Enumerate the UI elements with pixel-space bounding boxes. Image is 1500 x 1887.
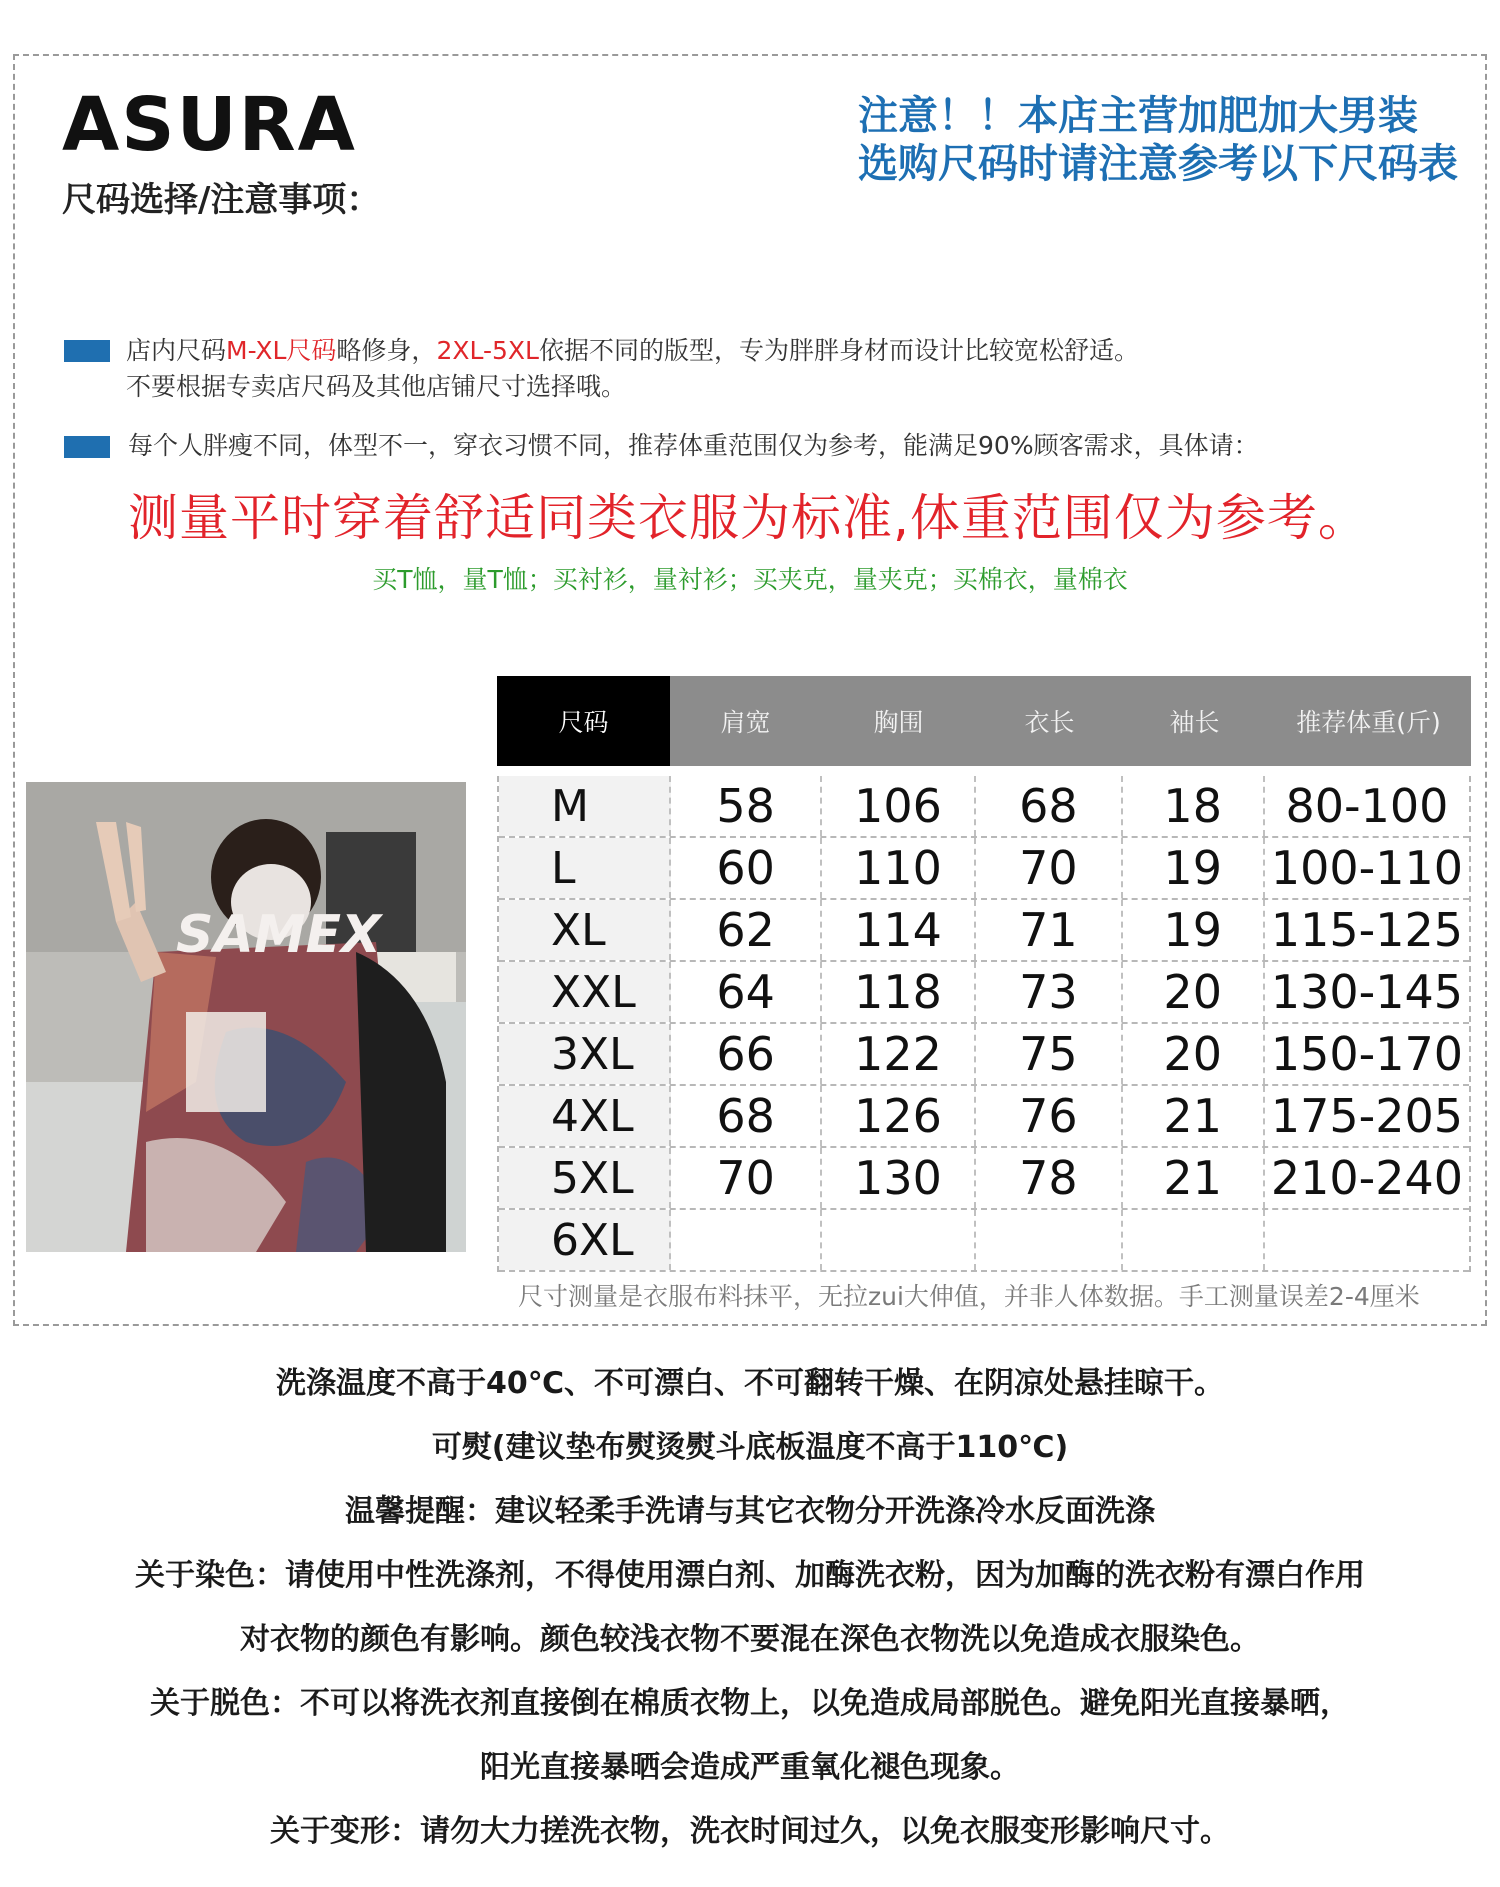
- size-note-text: 店内尺码: [126, 336, 227, 365]
- header-chest: 胸围: [873, 708, 924, 737]
- chest-cell: 118: [822, 962, 976, 1022]
- notice-line-2: 选购尺码时请注意参考以下尺码表: [858, 141, 1458, 187]
- table-row: [499, 1024, 1469, 1086]
- weight-cell: 80-100: [1285, 779, 1449, 833]
- shop-notice: [858, 92, 1468, 188]
- sleeve-cell: [1123, 1210, 1265, 1270]
- chest-cell: 130: [822, 1148, 976, 1208]
- shirt-print-text: SAMEX: [176, 905, 382, 965]
- chest-cell: 126: [822, 1086, 976, 1146]
- shoulder-cell: 58: [671, 776, 821, 836]
- measurement-guide: 买T恤，量T恤；买衬衫，量衬衫；买夹克，量夹克；买棉衣，量棉衣: [372, 565, 1128, 594]
- header-shoulder: 肩宽: [720, 708, 771, 737]
- size-table-header: [497, 676, 1471, 766]
- shoulder-cell: 60: [671, 838, 821, 898]
- shoulder-cell: 64: [671, 962, 821, 1022]
- care-instructions: [0, 1352, 1500, 1864]
- sleeve-cell: 21: [1123, 1086, 1265, 1146]
- size-note-highlight: M-XL尺码: [226, 336, 337, 365]
- care-line: 可熨(建议垫布熨烫熨斗底板温度不高于110℃): [431, 1430, 1069, 1465]
- size-cell: XXL: [499, 962, 671, 1022]
- bullet-marker-2: [64, 436, 110, 458]
- chest-cell: 106: [822, 776, 976, 836]
- length-cell: 78: [976, 1148, 1122, 1208]
- header-length: 衣长: [1024, 708, 1075, 737]
- size-cell: M: [499, 776, 671, 836]
- page-subtitle: 尺码选择/注意事项：: [62, 180, 381, 220]
- model-photo: [26, 782, 466, 1252]
- sleeve-cell: 20: [1123, 1024, 1265, 1084]
- sleeve-cell: 20: [1123, 962, 1265, 1022]
- size-cell: 6XL: [499, 1210, 671, 1270]
- length-cell: 71: [976, 900, 1122, 960]
- size-table: [497, 676, 1471, 1272]
- table-row: [499, 776, 1469, 838]
- size-cell: L: [499, 838, 671, 898]
- shoulder-cell: 70: [671, 1148, 821, 1208]
- size-note-text: 略修身，: [336, 336, 437, 365]
- care-line: 洗涤温度不高于40℃、不可漂白、不可翻转干燥、在阴凉处悬挂晾干。: [275, 1366, 1225, 1401]
- bullet-marker-1: [64, 340, 110, 362]
- care-line: 温馨提醒：建议轻柔手洗请与其它衣物分开洗涤冷水反面洗涤: [345, 1494, 1155, 1529]
- care-line: 关于变形：请勿大力搓洗衣物，洗衣时间过久，以免衣服变形影响尺寸。: [270, 1814, 1230, 1849]
- weight-cell: 150-170: [1270, 1027, 1464, 1081]
- care-line: 对衣物的颜色有影响。颜色较浅衣物不要混在深色衣物洗以免造成衣服染色。: [240, 1622, 1260, 1657]
- header-sleeve: 袖长: [1169, 708, 1220, 737]
- size-cell: 5XL: [499, 1148, 671, 1208]
- sleeve-cell: 19: [1123, 900, 1265, 960]
- table-row: [499, 1148, 1469, 1210]
- chest-cell: 114: [822, 900, 976, 960]
- length-cell: 76: [976, 1086, 1122, 1146]
- sleeve-cell: 21: [1123, 1148, 1265, 1208]
- table-row: [499, 1210, 1469, 1272]
- shoulder-cell: 68: [671, 1086, 821, 1146]
- length-cell: 73: [976, 962, 1122, 1022]
- header-size: 尺码: [497, 676, 670, 766]
- shoulder-cell: 62: [671, 900, 821, 960]
- weight-cell: 175-205: [1270, 1089, 1464, 1143]
- shoulder-cell: 66: [671, 1024, 821, 1084]
- chest-cell: 110: [822, 838, 976, 898]
- table-row: [499, 900, 1469, 962]
- care-line: 阳光直接暴晒会造成严重氧化褪色现象。: [480, 1750, 1020, 1785]
- size-note: [126, 333, 1139, 369]
- size-cell: XL: [499, 900, 671, 960]
- header-weight: 推荐体重(斤): [1296, 708, 1441, 737]
- weight-cell: [1265, 1210, 1469, 1270]
- length-cell: 75: [976, 1024, 1122, 1084]
- weight-cell: 115-125: [1270, 903, 1464, 957]
- chest-cell: [822, 1210, 976, 1270]
- table-row: [499, 838, 1469, 900]
- sleeve-cell: 18: [1123, 776, 1265, 836]
- size-cell: 4XL: [499, 1086, 671, 1146]
- size-note-text: 依据不同的版型，专为胖胖身材而设计比较宽松舒适。: [538, 336, 1139, 365]
- size-cell: 3XL: [499, 1024, 671, 1084]
- size-note-line-2: 不要根据专卖店尺码及其他店铺尺寸选择哦。: [126, 372, 627, 401]
- weight-cell: 100-110: [1270, 841, 1464, 895]
- table-row: [499, 962, 1469, 1024]
- care-line: 关于脱色：不可以将洗衣剂直接倒在棉质衣物上，以免造成局部脱色。避免阳光直接暴晒，: [150, 1686, 1350, 1721]
- weight-cell: 130-145: [1270, 965, 1464, 1019]
- weight-cell: 210-240: [1270, 1151, 1464, 1205]
- length-cell: [976, 1210, 1122, 1270]
- size-table-body: [497, 776, 1471, 1272]
- notice-line-1: 注意！！本店主营加肥加大男装: [858, 93, 1418, 139]
- shoulder-cell: [671, 1210, 821, 1270]
- length-cell: 70: [976, 838, 1122, 898]
- model-photo-illustration: [26, 782, 466, 1252]
- chest-cell: 122: [822, 1024, 976, 1084]
- sleeve-cell: 19: [1123, 838, 1265, 898]
- size-note-highlight: 2XL-5XL: [436, 336, 539, 365]
- length-cell: 68: [976, 776, 1122, 836]
- measurement-emphasis: 测量平时穿着舒适同类衣服为标准,体重范围仅为参考。: [128, 489, 1369, 547]
- care-line: 关于染色：请使用中性洗涤剂，不得使用漂白剂、加酶洗衣粉，因为加酶的洗衣粉有漂白作用: [135, 1558, 1365, 1593]
- weight-note: 每个人胖瘦不同，体型不一，穿衣习惯不同，推荐体重范围仅为参考，能满足90%顾客需求，具体请：: [128, 431, 1259, 460]
- measurement-caption: 尺寸测量是衣服布料抹平，无拉zui大伸值，并非人体数据。手工测量误差2-4厘米: [518, 1282, 1420, 1311]
- brand-logo: ASURA: [62, 82, 357, 168]
- table-row: [499, 1086, 1469, 1148]
